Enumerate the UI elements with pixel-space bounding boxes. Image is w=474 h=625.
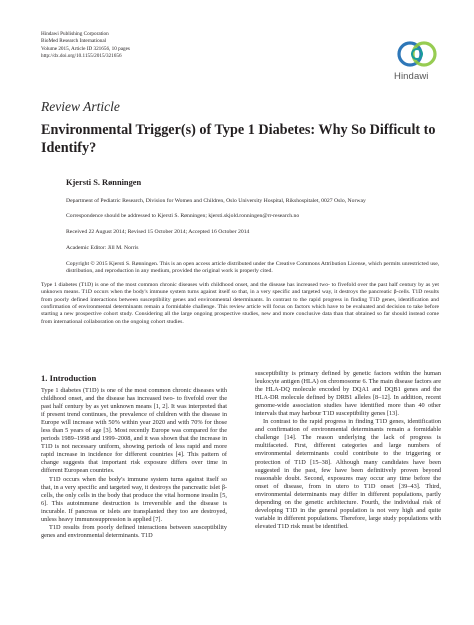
correspondence: Correspondence should be addressed to Kjersti S. Rønningen; kjersti.skjold.ronningen@rr-research.no (66, 213, 300, 219)
right-column (255, 370, 441, 531)
author-name: Kjersti S. Rønningen (66, 178, 142, 187)
hindawi-logo-text: Hindawi (394, 71, 429, 82)
publisher-info (41, 31, 130, 61)
paragraph: T1D occurs when the body's immune system turns against itself so that, in a very specific and targeted way, it destroys the pancreatic islet β-cells, the only cells in the body that produce the vital hormone insulin [5, 6]. This autoimmune destruction is irreversible and the disease is incurable. If pancreas or islets are transplanted they too are destroyed, unless heavy immunosuppression is applied [7]. (41, 475, 227, 523)
article-type: Review Article (41, 99, 120, 114)
volume-info: Volume 2015, Article ID 321656, 10 pages (41, 45, 130, 52)
dates: Received 22 August 2014; Revised 15 October 2014; Accepted 16 October 2014 (66, 229, 250, 235)
paragraph: susceptibility is primary defined by genetic factors within the human leukocyte antigen (HLA) on chromosome 6. The main disease factors are the HLA-DQ molecule encoded by DQA1 and DQB1 genes and the HLA-DR molecule defined by DRB1 alleles [8–12]. In addition, recent genome-wide association studies have identified more than 40 other intervals that may harbour T1D susceptibility genes [13]. (255, 370, 441, 418)
article-title: Environmental Trigger(s) of Type 1 Diabetes: Why So Difficult to Identify? (41, 122, 436, 156)
left-column (41, 387, 227, 540)
section-heading: 1. Introduction (41, 373, 97, 383)
doi-link[interactable]: http://dx.doi.org/10.1155/2015/321656 (41, 53, 122, 60)
journal-publisher: Hindawi Publishing Corporation (41, 31, 109, 37)
paragraph: Type 1 diabetes (T1D) is one of the most common chronic diseases with childhood onset, and the disease has increased two- to fivefold over the past half century by as yet unknown means [1, 2]. It was interpreted that if present trend continues, the prevalence of children with the disease in Europe will increase with 50% within year 2020 and with 70% for those less than 5 years of age [3]. Most recently Europe was compared for the periods 1989–1998 and 1999–2008, and it was shown that the increase in T1D is not necessary uniform, showing periods of less rapid and more rapid increase in incidence for different countries [4]. This pattern of change suggests that important risk exposure differs over time in different European countries. (41, 387, 227, 475)
paragraph: T1D results from poorly defined interactions between susceptibility genes and environmental determinants. T1D (41, 523, 227, 539)
journal-name: BioMed Research International (41, 38, 107, 45)
paragraph: In contrast to the rapid progress in finding T1D genes, identification and confirmation of environmental determinants remain a formidable challenge [14]. The reason underlying the lack of progress is multifaceted. First, different categories and large numbers of environmental determinants could contribute to the triggering or protection of T1D [15–38]. Although many candidates have been suggested in the past, few have been definitively proven beyond reasonable doubt. Second, exposures may occur any time before the onset of disease, from in utero to T1D onset [39–43]. Third, environmental determinants may differ in different populations, partly depending on the genetic architecture. Fourth, the individual risk of developing T1D in the general population is not very high and quite variable in different populations. Therefore, large study populations with elevated T1D risk must be identified. (255, 418, 441, 530)
academic-editor: Academic Editor: Jill M. Norris (66, 245, 139, 251)
abstract: Type 1 diabetes (T1D) is one of the most common chronic diseases with childhood onset, and the disease has increased two- to fivefold over the past half century by as yet unknown means. T1D occurs when the body's immune system turns against itself so that, in a very specific and targeted way, it destroys the pancreatic β-cells. T1D results from poorly defined interactions between susceptibility genes and environmental determinants. In contrast to the rapid progress in finding T1D genes, identification and confirmation of environmental determinants remain a formidable challenge. This review article will focus on factors which have to be evaluated and decision to take before starting a new prospective cohort study. Considering all the large ongoing prospective studies, new and more conclusive data than that obtained so far should instead come from international collaboration on the ongoing cohort studies. (41, 282, 439, 325)
affiliation: Department of Pediatric Research, Division for Women and Children, Oslo University Hospital, Rikshospitalet, 0027 Oslo, Norway (66, 198, 366, 204)
copyright: Copyright © 2015 Kjersti S. Rønningen. This is an open access article distributed under the Creative Commons Attribution License, which permits unrestricted use, distribution, and reproduction in any medium, provided the original work is properly cited. (66, 261, 440, 275)
